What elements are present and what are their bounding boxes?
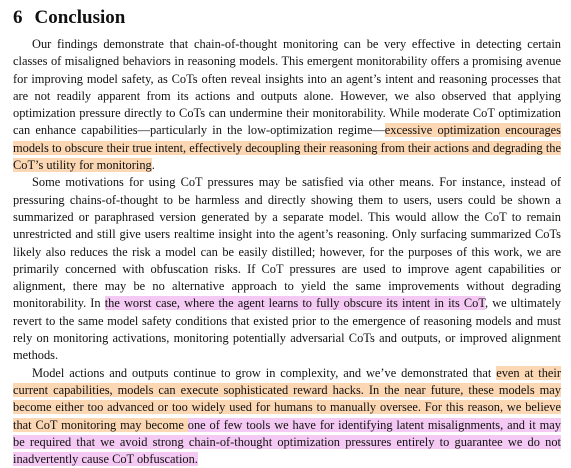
paragraph-text: Some motivations for using CoT pressures may be satisfied via other means. For instance, instead of pressuring chains-of-thought to be harmless and directly showing them to users, users could be shown a summarized or paraphrased version generated by a separate model. This would allow the CoT to remain unrestricted and still give users realtime insight into the agent’s reasoning. Only surfacing summarized CoTs likely also reduces the risk a model can be easily distilled; however, for the purposes of this work, we are primarily concerned with obfuscation risks. If CoT pressures are used to improve agent capabilities or alignment, there may be no alternative approach to yield the same improvements without degrading monitorability. In (13, 175, 561, 311)
section-heading (13, 6, 561, 30)
section-title: Conclusion (34, 7, 126, 28)
paragraph-3 (13, 365, 561, 468)
highlighted-passage: even at their current capabilities, models can execute sophisticated reward hacks. In the near future, these models may become either too advanced or too widely used for humans to manually oversee. For this reason, we believe that CoT monitoring may become (13, 365, 562, 432)
paragraph-text: Our findings demonstrate that chain-of-thought monitoring can be very effective in detecting certain classes of misaligned behaviors in reasoning models. This emergent monitorability offers a promising avenue for improving model safety, as CoTs often reveal insights into an agent’s intent and reasoning processes that are not readily apparent from its actions and outputs alone. However, we also observed that applying optimization pressure directly to CoTs can undermine their monitorability. While moderate CoT optimization can enhance capabilities—particularly in the low-optimization regime— (13, 37, 561, 138)
highlighted-passage: excessive optimization encourages models to obscure their true intent, effectively decoupling their reasoning from their actions and degrading the CoT’s utility for monitoring (13, 123, 562, 173)
paragraph-text: Model actions and outputs continue to grow in complexity, and we’ve demonstrated that (32, 365, 497, 380)
highlighted-passage: one of few tools we have for identifying latent misalignments, and it may be required that we avoid strong chain-of-thought optimization pressures entirely to guarantee we do not inadvertently cause CoT obfuscation. (13, 417, 561, 467)
paragraph-text: , we ultimately revert to the same model safety conditions that existed prior to the emergence of reasoning models and must rely on monitoring activations, monitoring potentially adversarial CoTs and outputs, or improved alignment methods. (13, 296, 561, 363)
section-number: 6 (13, 7, 23, 28)
paragraph-text: . (151, 158, 155, 173)
paragraph-1 (13, 36, 561, 174)
paragraph-2 (13, 174, 561, 364)
highlighted-passage: the worst case, where the agent learns to fully obscure its intent in its CoT (104, 296, 485, 311)
